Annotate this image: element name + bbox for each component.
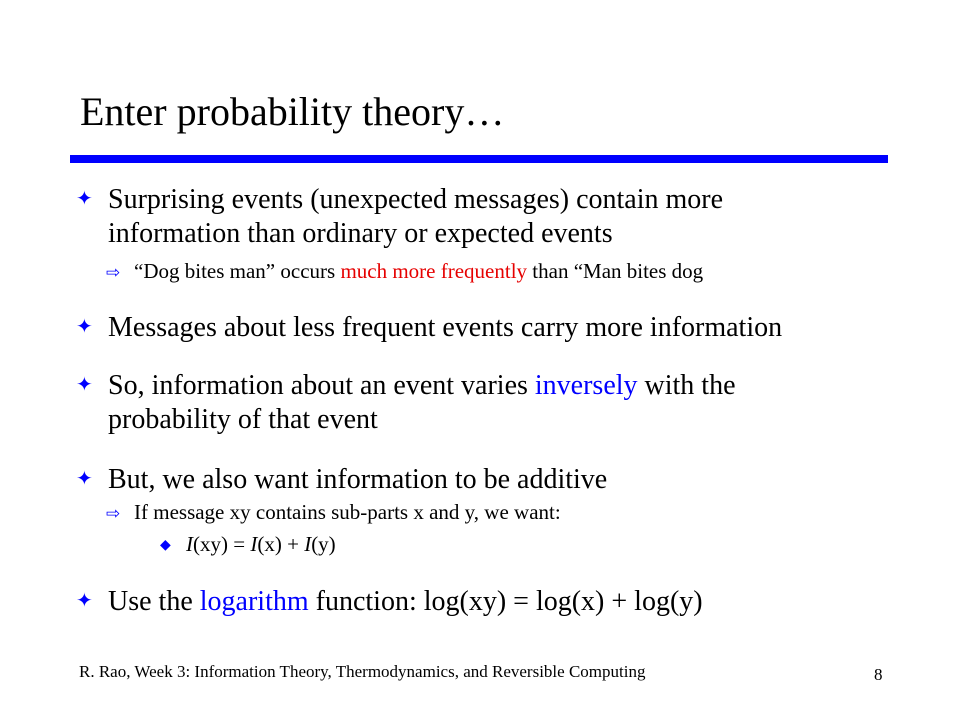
- bullet-3-highlight: inversely: [534, 370, 638, 401]
- four-pointed-star-icon: ✦: [76, 186, 93, 210]
- formula-part-2: (x) +: [257, 532, 305, 556]
- bullet-4: [76, 460, 607, 498]
- right-arrow-icon: ⇨: [106, 263, 121, 283]
- bullet-4-text: But, we also want information to be additive: [108, 464, 608, 495]
- title-rule: [70, 155, 888, 163]
- bullet-5-pre: Use the: [108, 586, 200, 617]
- four-pointed-star-icon: ✦: [76, 314, 93, 338]
- sub-bullet-2: [106, 498, 561, 528]
- bullet-1-line-1: Surprising events (unexpected messages) contain more: [108, 184, 724, 215]
- formula-part-1: (xy) =: [193, 532, 251, 556]
- bullet-3-line-2: probability of that event: [108, 404, 378, 435]
- sub-bullet-1-pre: “Dog bites man” occurs: [134, 259, 341, 283]
- sub-bullet-1: [106, 257, 703, 287]
- formula-i-3: I: [304, 532, 312, 556]
- diamond-arrow-icon: ◆: [160, 537, 171, 553]
- sub-bullet-1-post: than “Man bites dog: [527, 259, 704, 283]
- formula-part-3: (y): [311, 532, 336, 556]
- bullet-1: [76, 180, 723, 218]
- page-title: Enter probability theory…: [80, 89, 505, 134]
- four-pointed-star-icon: ✦: [76, 466, 93, 490]
- bullet-5: [76, 582, 703, 620]
- bullet-3-pre: So, information about an event varies: [108, 370, 535, 401]
- bullet-3: [76, 366, 736, 404]
- footer-text: R. Rao, Week 3: Information Theory, Thermodynamics, and Reversible Computing: [79, 662, 646, 681]
- bullet-1-line-2: information than ordinary or expected events: [108, 218, 613, 249]
- sub-bullet-1-highlight: much more frequently: [340, 259, 528, 283]
- four-pointed-star-icon: ✦: [76, 588, 93, 612]
- bullet-3-post: with the: [637, 370, 736, 401]
- bullet-5-post: function: log(xy) = log(x) + log(y): [308, 586, 703, 617]
- four-pointed-star-icon: ✦: [76, 372, 93, 396]
- sub-sub-bullet: [160, 530, 336, 559]
- bullet-2: [76, 308, 782, 346]
- formula-i-2: I: [250, 532, 258, 556]
- sub-bullet-2-text: If message xy contains sub-parts x and y, we want:: [134, 500, 561, 524]
- formula-i-1: I: [186, 532, 193, 556]
- bullet-5-highlight: logarithm: [199, 586, 309, 617]
- page-number: 8: [874, 665, 883, 684]
- right-arrow-icon: ⇨: [106, 504, 121, 524]
- bullet-2-text: Messages about less frequent events carry more information: [108, 312, 783, 343]
